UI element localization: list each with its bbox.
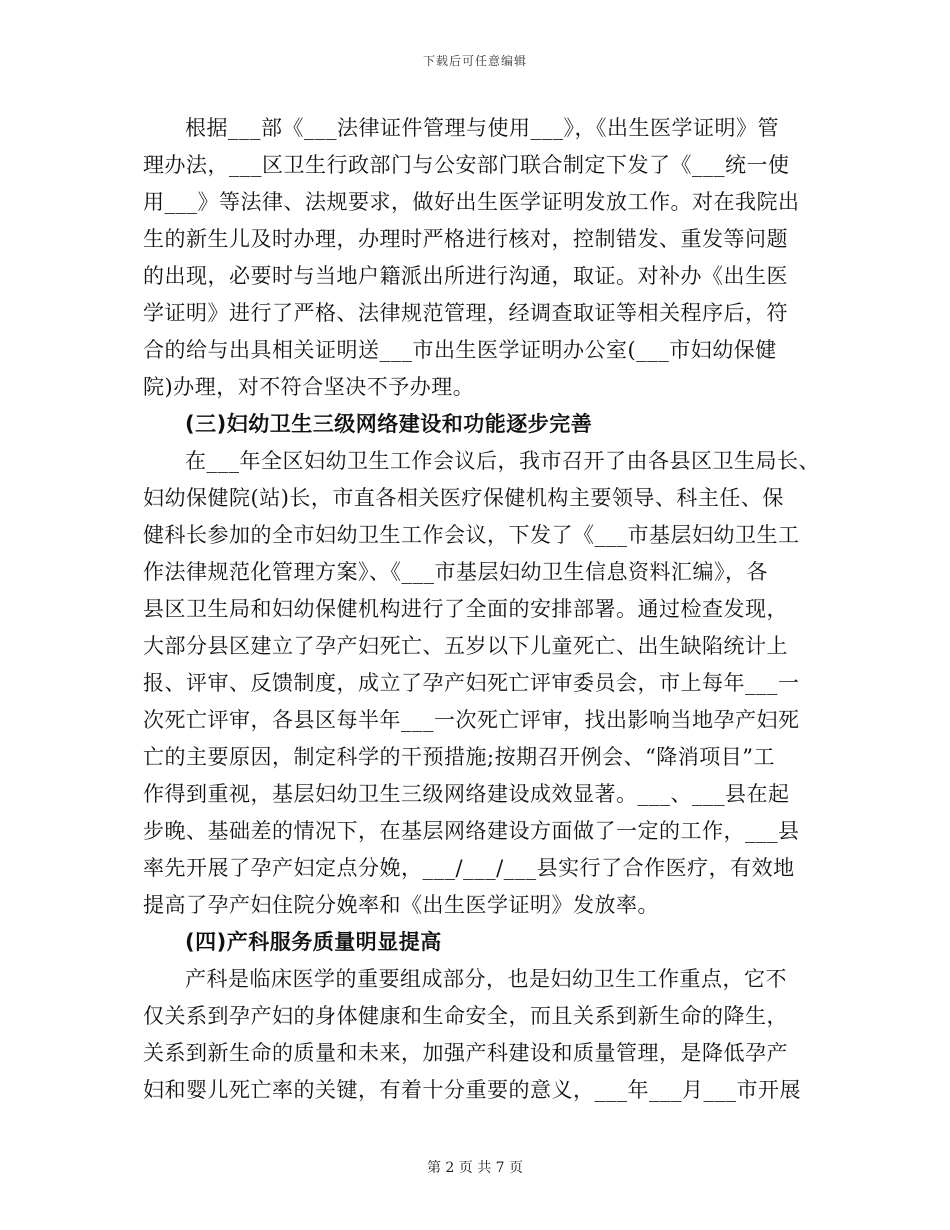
text-line: 生的新生儿及时办理，办理时严格进行核对，控制错发、重发等问题 — [143, 227, 788, 251]
text-line: 率先开展了孕产妇定点分娩，___/___/___县实行了合作医疗，有效地 — [143, 856, 795, 880]
document-body — [143, 110, 820, 1109]
text-line: 作得到重视，基层妇幼卫生三级网络建设成效显著。___、___县在起 — [143, 782, 790, 806]
text-line: 用___》等法律、法规要求，做好出生医学证明发放工作。对在我院出 — [143, 190, 800, 214]
text-line: 院)办理，对不符合坚决不予办理。 — [143, 375, 475, 399]
heading-text: (三)妇幼卫生三级网络建设和功能逐步完善 — [185, 412, 593, 436]
body-paragraph — [143, 443, 820, 924]
text-line: 提高了孕产妇住院分娩率和《出生医学证明》发放率。 — [143, 893, 659, 917]
text-line: 妇幼保健院(站)长，市直各相关医疗保健机构主要领导、科主任、保 — [143, 486, 784, 510]
heading-text: (四)产科服务质量明显提高 — [185, 930, 442, 954]
body-paragraph — [143, 961, 813, 1109]
text-line: 县区卫生局和妇幼保健机构进行了全面的安排部署。通过检查发现， — [143, 597, 788, 621]
text-line: 仅关系到孕产妇的身体健康和生命安全，而且关系到新生命的降生， — [143, 1004, 788, 1028]
text-line: 妇和婴儿死亡率的关键，有着十分重要的意义，___年___月___市开展 — [143, 1078, 801, 1102]
text-line: 学证明》进行了严格、法律规范管理，经调查取证等相关程序后，符 — [143, 301, 788, 325]
text-line: 次死亡评审，各县区每半年___一次死亡评审，找出影响当地孕产妇死 — [143, 708, 800, 732]
text-line: 步晚、基础差的情况下，在基层网络建设方面做了一定的工作，___县 — [143, 819, 800, 843]
text-line: 亡的主要原因，制定科学的干预措施;按期召开例会、“降消项目”工 — [143, 745, 776, 769]
text-line: 关系到新生命的质量和未来，加强产科建设和质量管理，是降低孕产 — [143, 1041, 788, 1065]
text-line: 产科是临床医学的重要组成部分，也是妇幼卫生工作重点，它不 — [185, 967, 787, 991]
page-number-footer: 第 2 页 共 7 页 — [426, 1160, 524, 1176]
text-line: 健科长参加的全市妇幼卫生工作会议，下发了《___市基层妇幼卫生工 — [143, 523, 800, 547]
text-line: 理办法，___区卫生行政部门与公安部门联合制定下发了《___统一使 — [143, 153, 790, 177]
text-line: 的出现，必要时与当地户籍派出所进行沟通，取证。对补办《出生医 — [143, 264, 788, 288]
text-line: 大部分县区建立了孕产妇死亡、五岁以下儿童死亡、出生缺陷统计上 — [143, 634, 788, 658]
section-heading — [143, 924, 813, 961]
body-paragraph — [143, 110, 813, 406]
text-line: 在___年全区妇幼卫生工作会议后，我市召开了由各县区卫生局长、 — [185, 449, 820, 473]
text-line: 报、评审、反馈制度，成立了孕产妇死亡评审委员会，市上每年___一 — [143, 671, 800, 695]
text-line: 根据___部《___法律证件管理与使用___》，《出生医学证明》管 — [185, 116, 779, 140]
text-line: 合的给与出具相关证明送___市出生医学证明办公室(___市妇幼保健 — [143, 338, 777, 362]
section-heading — [143, 406, 813, 443]
text-line: 作法律规范化管理方案》、《___市基层妇幼卫生信息资料汇编》，各 — [143, 560, 768, 584]
page-header-note: 下载后可任意编辑 — [422, 54, 527, 68]
